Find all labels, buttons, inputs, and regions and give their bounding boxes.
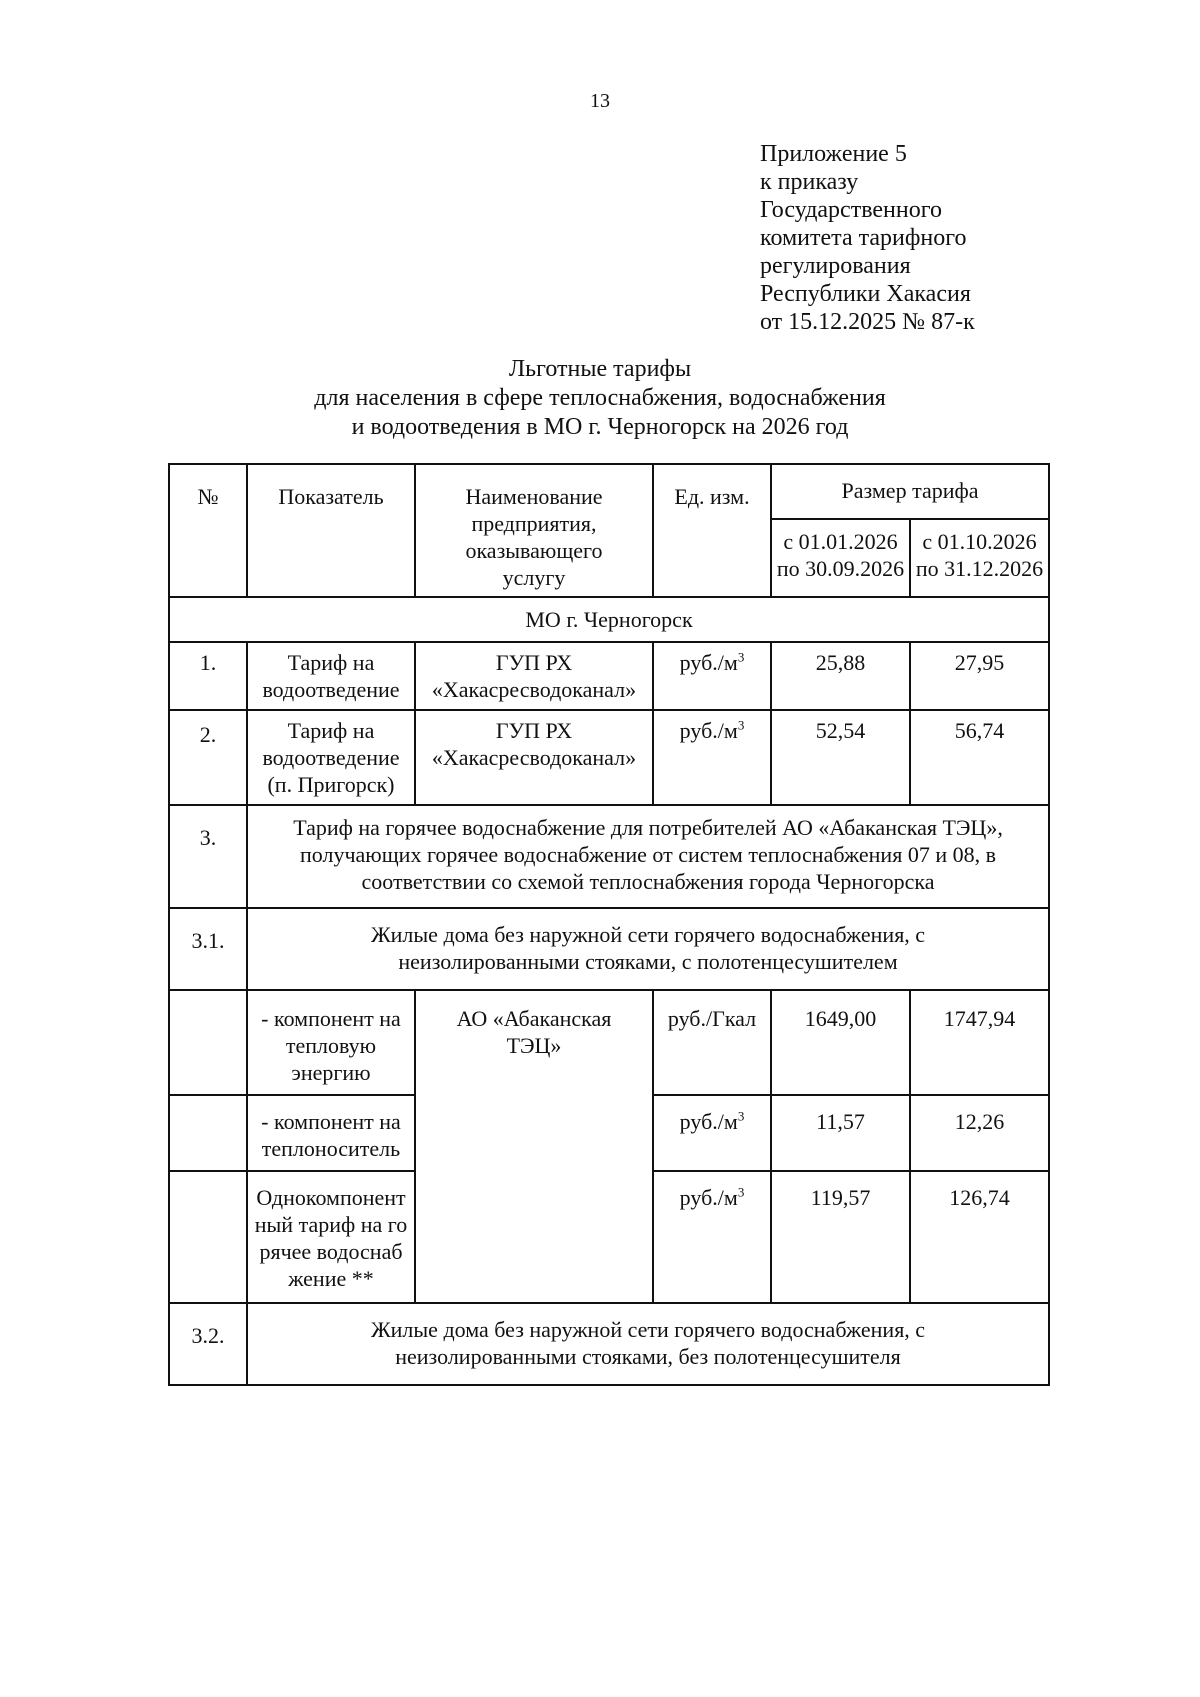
appendix-block bbox=[760, 140, 975, 336]
row-indicator: Тариф на водоотведение bbox=[247, 642, 415, 710]
title-line: и водоотведения в МО г. Черногорск на 2026 год bbox=[351, 414, 849, 440]
row-value-1: 119,57 bbox=[771, 1171, 910, 1303]
table-row bbox=[169, 805, 1049, 908]
row-num: 3.1. bbox=[169, 908, 247, 990]
row-indicator: Тариф на водоотведение (п. Пригорск) bbox=[247, 710, 415, 805]
unit-text: руб./м bbox=[679, 1109, 738, 1134]
page-number: 13 bbox=[590, 90, 610, 112]
section-mo: МО г. Черногорск bbox=[169, 597, 1049, 642]
row-unit bbox=[653, 1171, 771, 1303]
row-unit bbox=[653, 710, 771, 805]
row-num-empty bbox=[169, 990, 247, 1095]
row-value-2: 27,95 bbox=[910, 642, 1049, 710]
row-num-empty bbox=[169, 1171, 247, 1303]
table-header-row bbox=[169, 464, 1049, 519]
row-num-empty bbox=[169, 1095, 247, 1171]
row-value-2: 126,74 bbox=[910, 1171, 1049, 1303]
header-unit: Ед. изм. bbox=[653, 464, 771, 597]
row-enterprise: ГУП РХ «Хакасресводоканал» bbox=[415, 642, 653, 710]
header-enterprise: Наименование предприятия, оказывающего услугу bbox=[415, 464, 653, 597]
row-3-text: Тариф на горячее водоснабжение для потребителей АО «Абаканская ТЭЦ», получающих горячее водоснабжение от систем теплоснабжения 07 и 08, в соответствии со схемой теплоснабжения города Черногорска bbox=[247, 805, 1049, 908]
unit-superscript: 3 bbox=[737, 717, 745, 733]
row-indicator: - компонент на тепловую энергию bbox=[247, 990, 415, 1095]
table-row bbox=[169, 1303, 1049, 1385]
header-period-1: с 01.01.2026 по 30.09.2026 bbox=[771, 519, 910, 597]
title-line: для населения в сфере теплоснабжения, водоснабжения bbox=[314, 385, 886, 411]
header-num: № bbox=[169, 464, 247, 597]
row-value-1: 11,57 bbox=[771, 1095, 910, 1171]
row-unit bbox=[653, 990, 771, 1095]
header-indicator: Показатель bbox=[247, 464, 415, 597]
row-unit bbox=[653, 642, 771, 710]
row-value-2: 56,74 bbox=[910, 710, 1049, 805]
row-num: 3. bbox=[169, 805, 247, 908]
appendix-line: регулирования bbox=[760, 253, 911, 279]
unit-text: руб./Гкал bbox=[667, 1006, 757, 1031]
unit-text: руб./м bbox=[679, 1185, 738, 1210]
row-num: 3.2. bbox=[169, 1303, 247, 1385]
row-3-2-text: Жилые дома без наружной сети горячего водоснабжения, с неизолированными стояками, без полотенцесушителя bbox=[247, 1303, 1049, 1385]
table-row bbox=[169, 642, 1049, 710]
row-num: 1. bbox=[169, 642, 247, 710]
row-value-1: 1649,00 bbox=[771, 990, 910, 1095]
row-enterprise: АО «Абаканская ТЭЦ» bbox=[415, 990, 653, 1303]
row-unit bbox=[653, 1095, 771, 1171]
unit-superscript: 3 bbox=[737, 649, 745, 665]
appendix-line: от 15.12.2025 № 87-к bbox=[760, 309, 975, 335]
row-indicator: - компонент на теплоноситель bbox=[247, 1095, 415, 1171]
table-row bbox=[169, 710, 1049, 805]
row-value-1: 52,54 bbox=[771, 710, 910, 805]
unit-superscript: 3 bbox=[737, 1184, 745, 1200]
row-num: 2. bbox=[169, 710, 247, 805]
table-row bbox=[169, 908, 1049, 990]
title-line: Льготные тарифы bbox=[508, 356, 692, 382]
appendix-line: Приложение 5 bbox=[760, 141, 907, 167]
unit-text: руб./м bbox=[679, 650, 738, 675]
row-value-1: 25,88 bbox=[771, 642, 910, 710]
appendix-line: комитета тарифного bbox=[760, 225, 967, 251]
header-tariff-size: Размер тарифа bbox=[771, 464, 1049, 519]
appendix-line: к приказу bbox=[760, 169, 859, 195]
unit-superscript: 3 bbox=[737, 1108, 745, 1124]
table-row bbox=[169, 990, 1049, 1095]
row-value-2: 1747,94 bbox=[910, 990, 1049, 1095]
document-title bbox=[0, 355, 1200, 442]
unit-text: руб./м bbox=[679, 718, 738, 743]
row-3-1-text: Жилые дома без наружной сети горячего водоснабжения, с неизолированными стояками, с полотенцесушителем bbox=[247, 908, 1049, 990]
row-enterprise: ГУП РХ «Хакасресводоканал» bbox=[415, 710, 653, 805]
appendix-line: Республики Хакасия bbox=[760, 281, 971, 307]
row-value-2: 12,26 bbox=[910, 1095, 1049, 1171]
section-row bbox=[169, 597, 1049, 642]
header-period-2: с 01.10.2026 по 31.12.2026 bbox=[910, 519, 1049, 597]
row-indicator: Однокомпонентный тариф на горячее водоснабжение ** bbox=[247, 1171, 415, 1303]
appendix-line: Государственного bbox=[760, 197, 942, 223]
tariff-table bbox=[168, 463, 1050, 1386]
